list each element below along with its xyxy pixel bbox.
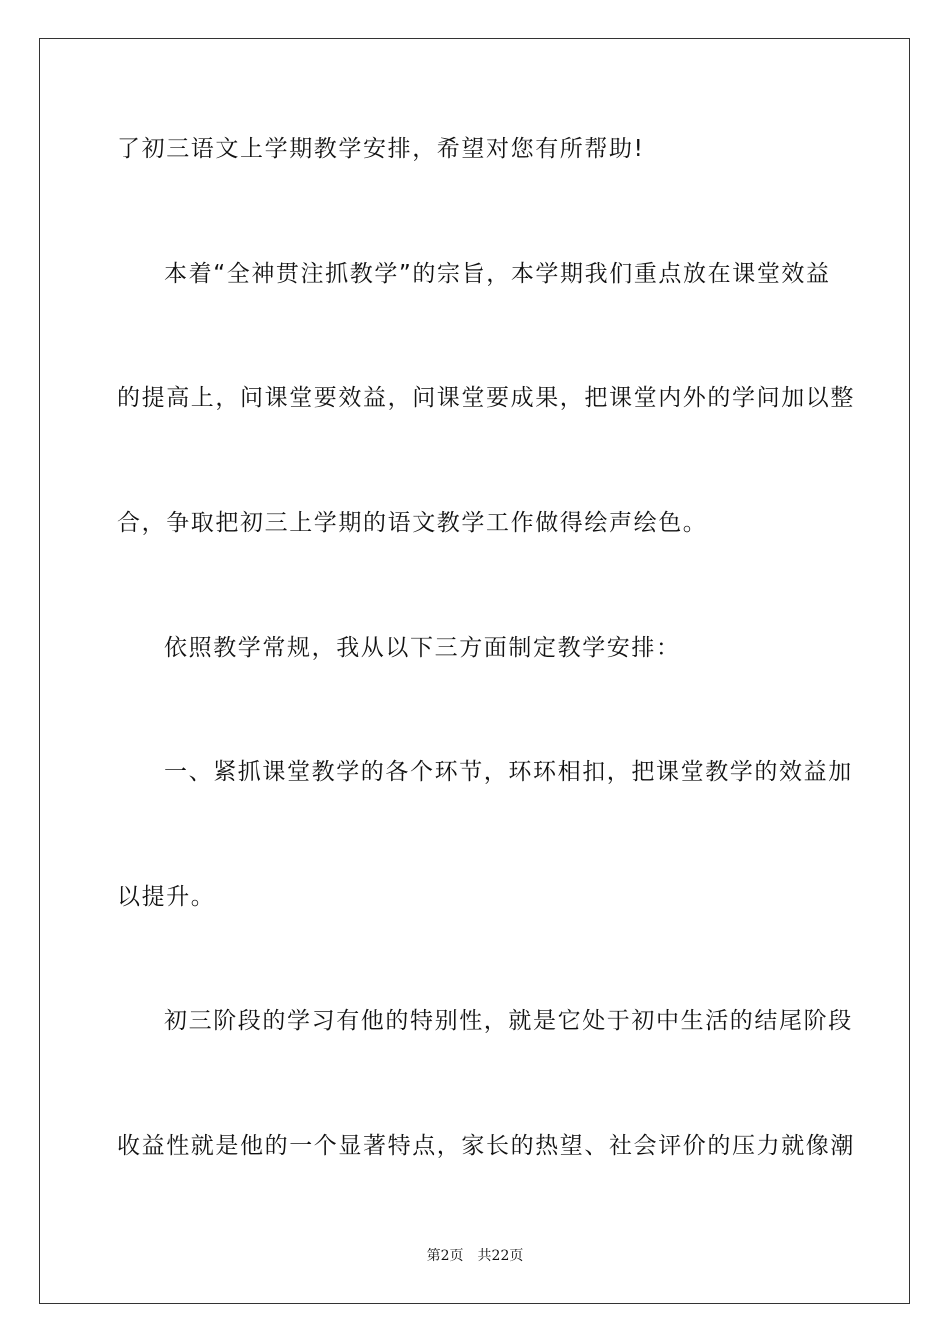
- paragraph-3-line-2: 收益性就是他的一个显著特点，家长的热望、社会评价的压力就像潮: [117, 1133, 855, 1159]
- paragraph-1-line-3: 合，争取把初三上学期的语文教学工作做得绘声绘色。: [117, 510, 708, 536]
- paragraph-2-line-1: 依照教学常规，我从以下三方面制定教学安排：: [164, 635, 681, 661]
- page-total: 共22页: [477, 1248, 524, 1264]
- section-heading-1-line-1: 一、紧抓课堂教学的各个环节，环环相扣，把课堂教学的效益加: [164, 759, 853, 785]
- page-footer: [0, 1246, 950, 1266]
- paragraph-3-line-1: 初三阶段的学习有他的特别性，就是它处于初中生活的结尾阶段: [164, 1008, 853, 1034]
- page-number: 第2页: [426, 1248, 464, 1264]
- page-border: [39, 38, 910, 1304]
- section-heading-1-line-2: 以提升。: [117, 884, 216, 910]
- paragraph-1-line-2: 的提高上，问课堂要效益，问课堂要成果，把课堂内外的学问加以整: [117, 385, 855, 411]
- paragraph-1-line-1: 本着“全神贯注抓教学”的宗旨，本学期我们重点放在课堂效益: [164, 261, 831, 287]
- text-line-1: 了初三语文上学期教学安排，希望对您有所帮助!: [117, 136, 645, 162]
